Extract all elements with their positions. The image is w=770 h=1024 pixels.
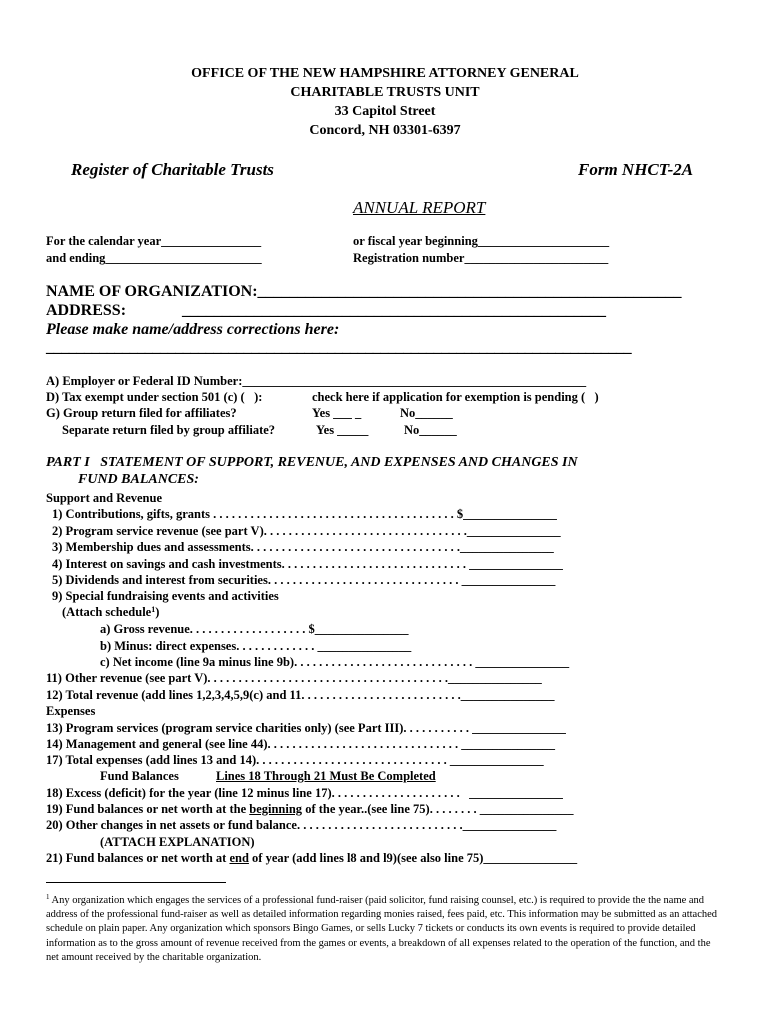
attach-schedule-text: (Attach schedule: [62, 605, 152, 619]
line-19-text-b: of the year..(see line 75). . . . . . . . _______________: [302, 802, 574, 816]
line-4-interest[interactable]: 4) Interest on savings and cash investments. . . . . . . . . . . . . . . . . . . . . . . . . . . . . . _______________: [52, 557, 563, 571]
separate-return-no[interactable]: No______: [404, 423, 457, 437]
line-11-other-revenue[interactable]: 11) Other revenue (see part V). . . . . . . . . . . . . . . . . . . . . . . . . . . . . . . . . . . . . . ._______________: [46, 671, 542, 685]
line-18-excess[interactable]: 18) Excess (deficit) for the year (line 12 minus line 17). . . . . . . . . . . . . . . . . . . . . _______________: [46, 786, 563, 800]
line-21-fund-end[interactable]: [46, 851, 577, 866]
corrections-field[interactable]: _____________________________________________________________________________: [46, 339, 632, 356]
part1-heading-cont: FUND BALANCES:: [78, 472, 199, 487]
report-title: ANNUAL REPORT: [353, 198, 486, 217]
line-12-total-revenue[interactable]: 12) Total revenue (add lines 1,2,3,4,5,9(c) and 11. . . . . . . . . . . . . . . . . . . . . . . . . ._______________: [46, 688, 555, 702]
corrections-label: Please make name/address corrections here:: [46, 321, 340, 338]
form-number: Form NHCT-2A: [578, 160, 694, 179]
line-9c-net-income[interactable]: c) Net income (line 9a minus line 9b). . . . . . . . . . . . . . . . . . . . . . . . . . . . . _______________: [100, 655, 570, 669]
attach-explanation-note: (ATTACH EXPLANATION): [100, 835, 255, 849]
expenses-heading: Expenses: [46, 704, 96, 718]
line-19-beginning: beginning: [249, 802, 303, 816]
line-17-total-expenses[interactable]: 17) Total expenses (add lines 13 and 14). . . . . . . . . . . . . . . . . . . . . . . . . . . . . . . _______________: [46, 753, 544, 767]
federal-id-field[interactable]: A) Employer or Federal ID Number:_______________________________________________________: [46, 374, 587, 388]
tax-exempt-field[interactable]: D) Tax exempt under section 501 (c) ( ):: [46, 390, 263, 404]
support-revenue-heading: Support and Revenue: [46, 491, 162, 505]
and-ending-field[interactable]: and ending_________________________: [46, 251, 262, 265]
group-return-yes[interactable]: Yes ___ _: [312, 406, 362, 420]
fund-balances-heading: Fund Balances: [100, 769, 179, 783]
header-unit: CHARITABLE TRUSTS UNIT: [290, 85, 480, 100]
header-street: 33 Capitol Street: [334, 104, 436, 119]
registration-number-field[interactable]: Registration number_______________________: [353, 251, 609, 265]
line-19-text-a: 19) Fund balances or net worth at the: [46, 802, 250, 816]
group-return-no[interactable]: No______: [400, 406, 453, 420]
register-title: Register of Charitable Trusts: [71, 160, 274, 179]
line-9-fundraising: 9) Special fundraising events and activities: [52, 589, 279, 603]
footnote-text: Any organization which engages the services of a professional fund-raiser (paid solicitor, fund raising counsel, etc.) is required to provide the the name and address of the professional fund-raiser as well as detailed information regarding monies raised, fees paid, etc. This information may be submitted as an attached schedule on plain paper. Any organization which sponsors Bingo Games, or sells Lucky 7 tickets or conducts its own events is required to provide detailed information as to the gross amount of revenue received from the games or events, a breakdown of all expenses related to the operation of the function, and the net amount received by the charitable organization.: [46, 895, 718, 963]
separate-return-label: Separate return filed by group affiliate?: [62, 423, 276, 437]
line-9a-gross-revenue[interactable]: a) Gross revenue. . . . . . . . . . . . . . . . . . . $_______________: [100, 622, 409, 636]
line-21-text-b: of year (add lines l8 and l9)(see also line 75)_______________: [248, 851, 578, 865]
footnote-marker: 1: [46, 893, 50, 901]
organization-name-field[interactable]: NAME OF ORGANIZATION:_____________________________________________________: [46, 283, 682, 300]
line-3-membership-dues[interactable]: 3) Membership dues and assessments. . . . . . . . . . . . . . . . . . . . . . . . . . . . . . . . . ._______________: [52, 540, 554, 554]
footnote-divider: [46, 882, 226, 883]
attach-schedule-close: ): [155, 605, 160, 619]
calendar-year-field[interactable]: For the calendar year________________: [46, 234, 262, 248]
header-city: Concord, NH 03301-6397: [309, 123, 461, 138]
line-5-dividends[interactable]: 5) Dividends and interest from securities. . . . . . . . . . . . . . . . . . . . . . . . . . . . . . . _______________: [52, 573, 556, 587]
line-14-management[interactable]: 14) Management and general (see line 44). . . . . . . . . . . . . . . . . . . . . . . . . . . . . . . _______________: [46, 737, 555, 751]
footnote-ref: 1: [151, 605, 156, 614]
fiscal-year-field[interactable]: or fiscal year beginning_____________________: [353, 234, 610, 248]
part1-heading: PART I STATEMENT OF SUPPORT, REVENUE, AND EXPENSES AND CHANGES IN: [46, 455, 578, 470]
line-21-text-a: 21) Fund balances or net worth at: [46, 851, 230, 865]
line-13-program-services[interactable]: 13) Program services (program service charities only) (see Part III). . . . . . . . . . . _______________: [46, 721, 566, 735]
line-2-program-service[interactable]: 2) Program service revenue (see part V). . . . . . . . . . . . . . . . . . . . . . . . . . . . . . . . ._______________: [52, 524, 561, 538]
lines-must-complete-note: Lines 18 Through 21 Must Be Completed: [216, 769, 436, 783]
line-21-end: end: [229, 851, 249, 865]
separate-return-yes[interactable]: Yes _____: [316, 423, 369, 437]
line-9-attach-schedule: [62, 605, 159, 620]
footnote: [46, 890, 722, 965]
line-20-other-changes[interactable]: 20) Other changes in net assets or fund balance. . . . . . . . . . . . . . . . . . . . . . . . . . ._______________: [46, 818, 557, 832]
exemption-pending-checkbox[interactable]: check here if application for exemption is pending ( ): [312, 390, 599, 404]
line-9b-direct-expenses[interactable]: b) Minus: direct expenses. . . . . . . . . . . . . _______________: [100, 639, 412, 653]
line-1-contributions[interactable]: 1) Contributions, gifts, grants . . . . . . . . . . . . . . . . . . . . . . . . . . . . . . . . . . . . . . . $_______________: [52, 507, 557, 521]
address-field[interactable]: ADDRESS: _____________________________________________________: [46, 302, 607, 319]
header-office: OFFICE OF THE NEW HAMPSHIRE ATTORNEY GENERAL: [191, 66, 579, 81]
line-19-fund-beginning[interactable]: [46, 802, 573, 817]
group-return-label: G) Group return filed for affiliates?: [46, 406, 237, 420]
